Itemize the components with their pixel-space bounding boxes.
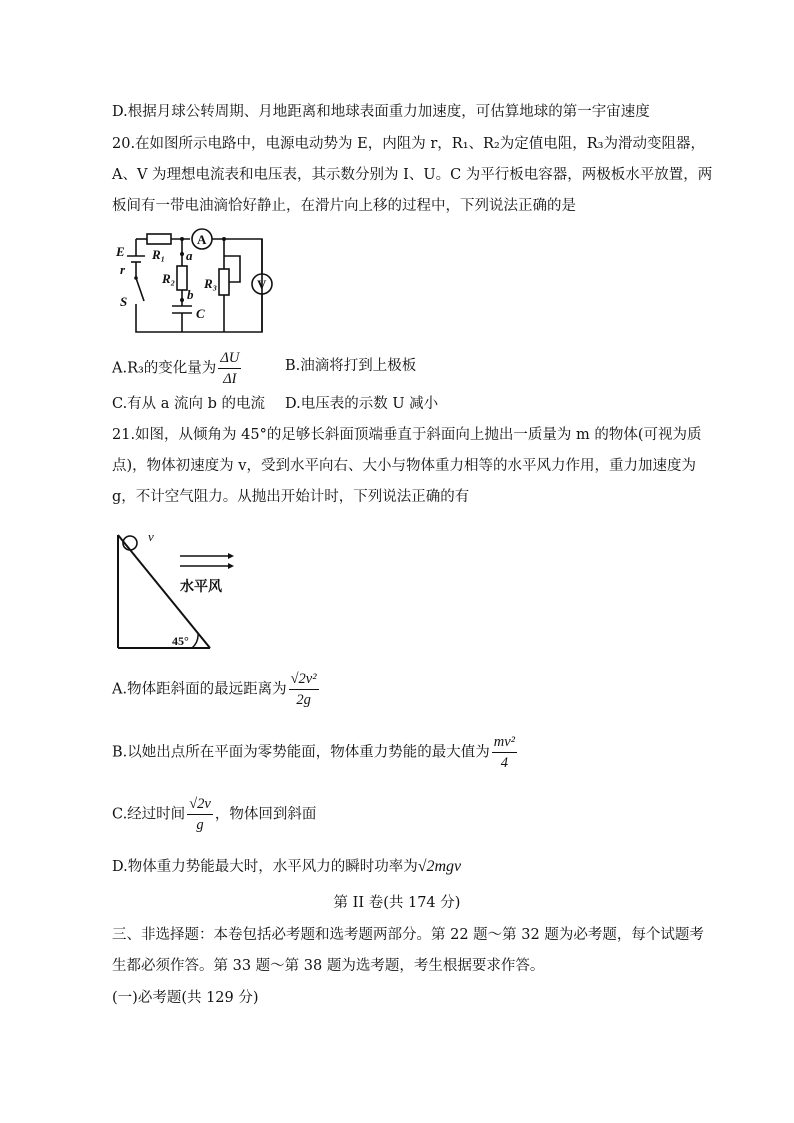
label-r2: R₂ — [162, 271, 176, 286]
q21-stem-line2: 点)，物体初速度为 v，受到水平向右、大小与物体重力相等的水平风力作用，重力加速度为 — [112, 458, 696, 474]
q21-option-a-text: A.物体距斜面的最远距离为 — [112, 681, 287, 698]
ammeter-symbol: A — [197, 232, 207, 247]
label-r1: R₁ — [152, 247, 166, 262]
q20-circuit-diagram — [112, 226, 282, 336]
label-r: r — [120, 262, 126, 277]
q20-option-a-fraction — [218, 349, 241, 388]
q21-option-b-fraction — [492, 733, 517, 772]
q21-option-c-text: C.经过时间 — [112, 806, 186, 823]
q21-option-a-fraction — [289, 670, 319, 709]
q21-option-d-text: D.物体重力势能最大时，水平风力的瞬时功率为 — [112, 859, 418, 875]
q21-option-c-tail: ，物体回到斜面 — [214, 806, 317, 823]
q21-incline-diagram — [114, 525, 244, 653]
q21-option-a — [112, 670, 321, 709]
label-wind: 水平风 — [180, 579, 222, 595]
q20-option-a-text: A.R₃的变化量为 — [112, 360, 217, 377]
label-a: a — [186, 248, 193, 263]
fraction-denominator: g — [196, 817, 204, 833]
fraction-denominator: 2g — [296, 692, 311, 708]
fraction-numerator: √2v — [187, 795, 213, 815]
label-b: b — [187, 287, 194, 302]
label-r3: R₃ — [204, 276, 218, 291]
voltmeter-symbol: V — [257, 277, 267, 292]
q21-stem-line3: g，不计空气阻力。从抛出开始计时，下列说法正确的有 — [112, 489, 470, 505]
q20-stem-line2: A、V 为理想电流表和电压表，其示数分别为 I、U。C 为平行板电容器，两极板水平放置，两 — [112, 167, 713, 183]
q21-option-b-text: B.以她出点所在平面为零势能面，物体重力势能的最大值为 — [112, 744, 490, 761]
fraction-numerator: mv² — [492, 733, 517, 753]
q21-stem-line1: 21.如图，从倾角为 45°的足够长斜面顶端垂直于斜面向上抛出一质量为 m 的物体(可视为质 — [112, 427, 702, 443]
q20-option-b: B.油滴将打到上极板 — [285, 358, 417, 374]
fraction-numerator: ΔU — [218, 349, 241, 369]
label-angle: 45° — [172, 634, 189, 648]
q20-option-c: C.有从 a 流向 b 的电流 — [112, 396, 266, 412]
part2-section-line1: 三、非选择题：本卷包括必考题和选考题两部分。第 22 题～第 32 题为必考题，每个试题考 — [112, 927, 704, 943]
label-e: E — [116, 244, 125, 259]
fraction-denominator: ΔI — [223, 371, 237, 387]
q21-option-b — [112, 733, 519, 772]
fraction-denominator: 4 — [500, 755, 509, 771]
q21-option-d-expression: √2mgv — [417, 858, 462, 875]
fraction-numerator: √2v² — [289, 670, 319, 690]
label-v: v — [148, 529, 154, 544]
part2-title: 第 II 卷(共 174 分) — [333, 895, 461, 911]
q21-option-c-fraction — [187, 795, 213, 834]
q21-option-c — [112, 795, 316, 834]
label-s: S — [120, 294, 128, 309]
part2-section-line2: 生都必须作答。第 33 题～第 38 题为选考题，考生根据要求作答。 — [112, 958, 545, 974]
q20-stem-line1: 20.在如图所示电路中，电源电动势为 E，内阻为 r，R₁、R₂为定值电阻，R₃为滑动变阻器， — [112, 136, 705, 152]
q20-option-d: D.电压表的示数 U 减小 — [285, 396, 439, 412]
q21-option-d — [112, 857, 461, 877]
q20-stem-line3: 板间有一带电油滴恰好静止，在滑片向上移的过程中，下列说法正确的是 — [112, 198, 576, 214]
q20-option-a — [112, 349, 243, 388]
q19-option-d: D.根据月球公转周期、月地距离和地球表面重力加速度，可估算地球的第一宇宙速度 — [112, 104, 650, 120]
part2-subsection: (一)必考题(共 129 分) — [112, 990, 259, 1006]
label-c: C — [196, 306, 205, 321]
